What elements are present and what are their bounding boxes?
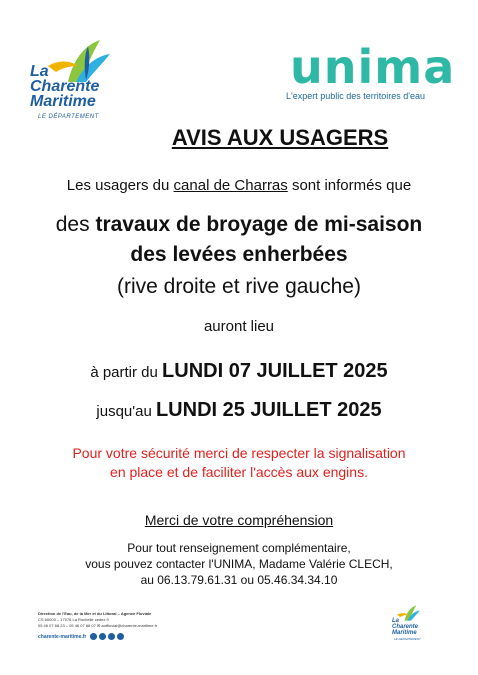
contact-line-3: au 06.13.79.61.31 ou 05.46.34.34.10 — [140, 573, 338, 587]
unima-logo — [286, 40, 456, 104]
works-line-3: (rive droite et rive gauche) — [117, 275, 361, 298]
end-date-line — [0, 399, 478, 422]
works-description: travaux de broyage de mi-saison — [95, 213, 423, 236]
start-date: LUNDI 07 JUILLET 2025 — [162, 360, 388, 382]
notice-title: AVIS AUX USAGERS — [171, 125, 389, 150]
thanks-text: Merci de votre compréhension — [144, 512, 334, 528]
instagram-icon[interactable] — [117, 633, 124, 640]
end-date: LUNDI 25 JUILLET 2025 — [155, 399, 382, 421]
safety-line-2: en place et de faciliter l'accès aux engins. — [110, 464, 368, 480]
logo-text-departement: LE DÉPARTEMENT — [38, 114, 99, 120]
contact-info — [0, 540, 478, 588]
footer-line-1: Direction de l'Eau, de la Mer et du Littoral – Agence Fluviale — [38, 611, 152, 616]
footer-line-3: 05 46 07 68 23 – 05 46 07 68 07 ✉ aotfluvial@charente-maritime.fr — [38, 623, 158, 628]
small-logo-text-charente: Charente — [392, 624, 419, 630]
start-date-line — [0, 360, 478, 383]
intro-after: sont informés que — [287, 177, 412, 194]
works-prefix: des — [55, 213, 96, 236]
logo-text-la: La — [30, 63, 49, 80]
youtube-icon[interactable] — [108, 633, 115, 640]
footer-website-link[interactable]: charente-maritime.fr — [38, 634, 87, 640]
unima-wordmark: unima — [290, 40, 456, 94]
take-place-text: auront lieu — [203, 318, 275, 335]
safety-notice — [0, 444, 478, 482]
contact-line-2: vous pouvez contacter l'UNIMA, Madame Valérie CLECH, — [85, 557, 393, 571]
footer-address — [38, 611, 157, 629]
small-logo-text-la: La — [392, 618, 400, 624]
small-logo-text-departement: LE DÉPARTEMENT — [394, 637, 421, 641]
works-line-1 — [0, 213, 478, 237]
small-logo-text-maritime: Maritime — [392, 630, 417, 636]
contact-line-1: Pour tout renseignement complémentaire, — [127, 541, 351, 555]
logo-text-charente: Charente — [30, 78, 100, 95]
charente-maritime-logo — [28, 36, 138, 128]
facebook-icon[interactable] — [90, 633, 97, 640]
twitter-icon[interactable] — [99, 633, 106, 640]
unima-tagline: L'expert public des territoires d'eau — [286, 91, 426, 101]
footer-line-2: CS 60003 – 17076 La Rochelle cedex 9 — [38, 617, 109, 622]
safety-line-1: Pour votre sécurité merci de respecter la signalisation — [72, 445, 406, 461]
intro-text — [0, 177, 478, 194]
from-prefix: à partir du — [90, 364, 163, 381]
works-line-2: des levées enherbées — [130, 243, 348, 266]
canal-name: canal de Charras — [173, 177, 288, 194]
charente-maritime-logo-small — [390, 602, 430, 650]
logo-text-maritime: Maritime — [30, 93, 96, 110]
to-prefix: jusqu'au — [96, 403, 156, 420]
intro-before: Les usagers du — [66, 177, 174, 194]
